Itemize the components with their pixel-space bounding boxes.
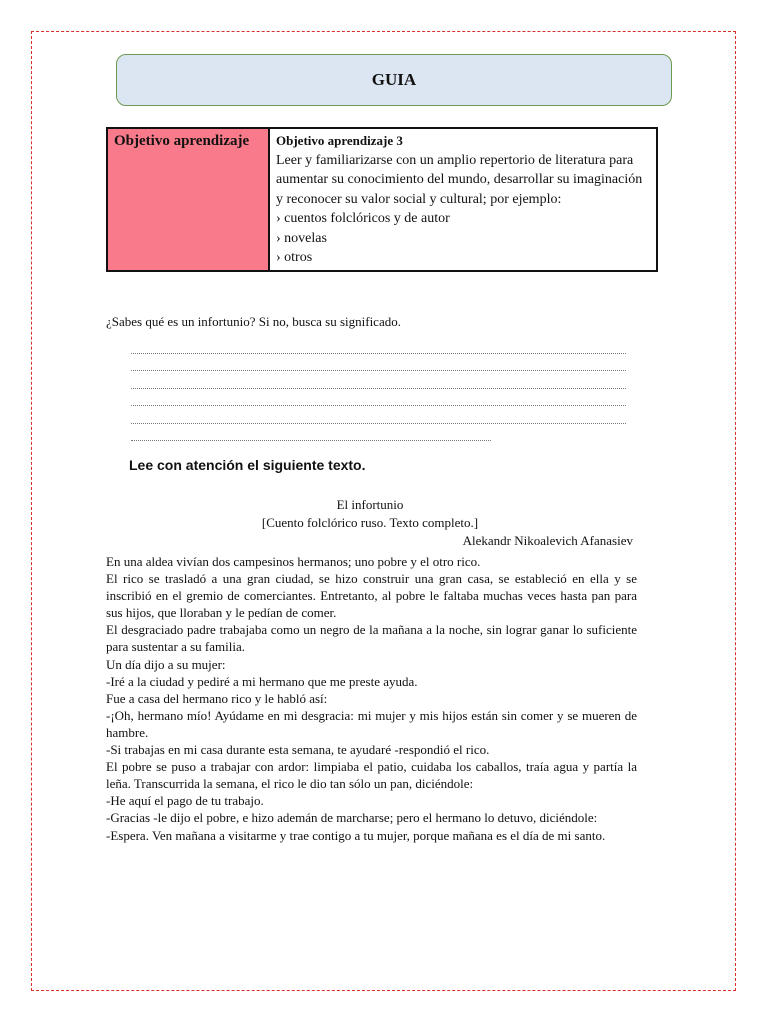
story-paragraph: El rico se trasladó a una gran ciudad, se hizo construir una gran casa, se estableció en ella y se inscribió en el gremio de comerciantes. Entretanto, al pobre le faltaba muchas veces hasta pan para sus hijos, que lloraban y le pedían de comer. [106,571,637,621]
story-paragraph: El pobre se puso a trabajar con ardor: limpiaba el patio, cuidaba los caballos, traía agua y partía la leña. Transcurrida la semana, el rico le dio tan sólo un pan, diciéndole: [106,759,637,792]
story-paragraph: -Espera. Ven mañana a visitarme y trae contigo a tu mujer, porque mañana es el día de mi santo. [106,827,606,843]
objective-description: Leer y familiarizarse con un amplio repertorio de literatura para aumentar su conocimiento del mundo, desarrollar su imaginación y reconocer su valor social y cultural; por ejemplo: [276,152,643,207]
page-title: GUIA [371,70,417,89]
story-paragraph: -Si trabajas en mi casa durante esta semana, te ayudaré -respondió el rico. [106,742,490,758]
answer-lines [131,336,626,441]
story-paragraph: -¡Oh, hermano mío! Ayúdame en mi desgracia: mi mujer y mis hijos están sin comer y se mueren de hambre. [106,707,637,740]
answer-line[interactable] [131,406,626,424]
objective-table [106,127,658,272]
objective-label: Objetivo aprendizaje [114,133,250,149]
instruction-text: Lee con atención el siguiente texto. [129,457,366,473]
answer-line[interactable] [131,424,491,442]
story-paragraph: Fue a casa del hermano rico y le habló así: [106,690,328,706]
story-paragraph: En una aldea vivían dos campesinos hermanos; uno pobre y el otro rico. [106,554,481,569]
story-paragraph: -Iré a la ciudad y pediré a mi hermano que me preste ayuda. [106,673,418,689]
story-author: Alekandr Nikoalevich Afanasiev [462,533,633,548]
story-paragraph: -Gracias -le dijo el pobre, e hizo ademán de marcharse; pero el hermano lo detuvo, diciéndole: [106,810,598,826]
answer-line[interactable] [131,336,626,354]
objective-item: › otros [276,250,313,265]
objective-heading: Objetivo aprendizaje 3 [276,133,403,148]
objective-content-cell [269,128,657,271]
objective-item: › novelas [276,230,327,246]
story-title: El infortunio [336,497,404,512]
story-body [106,553,637,844]
story-subtitle: [Cuento folclórico ruso. Texto completo.] [261,515,479,530]
story-paragraph: El desgraciado padre trabajaba como un negro de la mañana a la noche, sin lograr ganar lo suficiente para sustentar a su familia. [106,622,637,655]
question-text: ¿Sabes qué es un infortunio? Si no, busca su significado. [106,314,401,329]
story-paragraph: Un día dijo a su mujer: [106,656,226,672]
story-paragraph: -He aquí el pago de tu trabajo. [106,793,264,809]
objective-label-cell [107,128,269,271]
answer-line[interactable] [131,354,626,372]
page-title-box [116,54,672,106]
answer-line[interactable] [131,371,626,389]
answer-line[interactable] [131,389,626,407]
objective-item: › cuentos folclóricos y de autor [276,211,450,226]
